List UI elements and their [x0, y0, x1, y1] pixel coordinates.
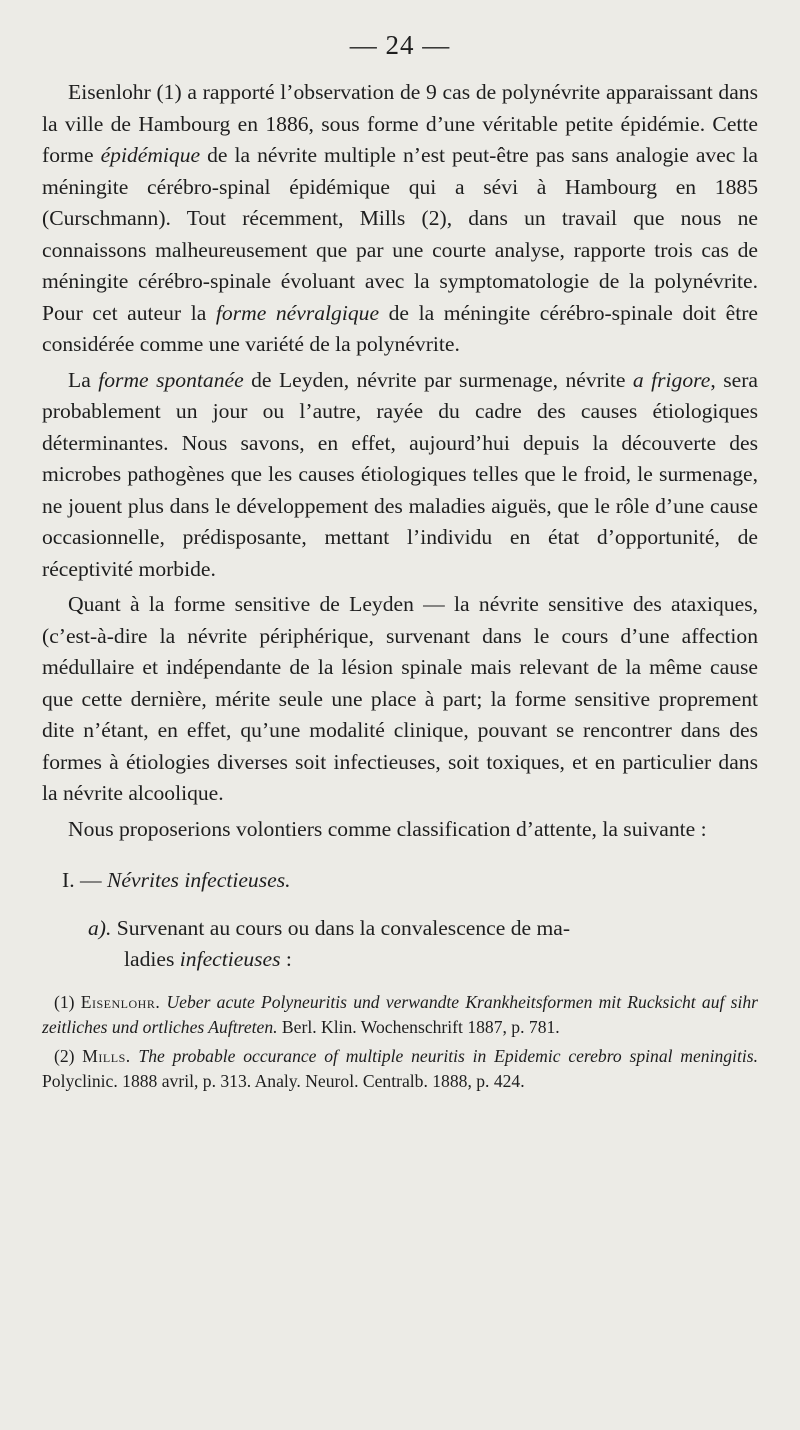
emphasis-text: épidémique [100, 143, 201, 167]
paragraph-text: La [68, 367, 99, 392]
footnote-title: Ueber acute Polyneuritis und verwandte Krankheitsformen mit Rucksicht auf sihr zeitliches und ortliches Auftreten. [42, 991, 759, 1037]
paragraph-text: de la méningite cérébro-spinale doit être considérée comme une variété de la polynévrite. [42, 300, 758, 356]
footnote-reference: Polyclinic. 1888 avril, p. 313. Analy. Neurol. Centralb. 1888, p. 424. [42, 1071, 525, 1091]
footnote-author: Eisenlohr. [80, 991, 161, 1012]
footnote-reference: Berl. Klin. Wochenschrift 1887, p. 781. [277, 1017, 560, 1037]
paragraph-text: de la névrite multiple n’est peut-être pas sans analogie avec la méningite cérébro-spinal épidémique qui a sévi à Hambourg en 1885 (Curschmann). Tout récemment, Mills (2), dans un travail que nous ne connaissons malheureusement que par une courte analyse, rapporte trois cas de méningite cérébro-spinale évoluant avec la symptomatologie de la polynévrite. Pour cet auteur la [42, 143, 758, 325]
page-number: — 24 — [349, 30, 451, 60]
footnotes [42, 990, 758, 1095]
paragraph-classification: Nous proposerions volontiers comme classification d’attente, la suivante : [68, 816, 707, 841]
footnote-number: (1) [54, 991, 75, 1012]
footnote-author: Mills. [82, 1045, 131, 1066]
section-heading [62, 865, 758, 897]
paragraph-text: de Leyden, névrite par surmenage, névrite [243, 367, 633, 392]
section-title: Névrites infectieuses. [107, 868, 291, 892]
paragraph-text: Eisenlohr (1) a rapporté l’observation de 9 cas de polynévrite apparaissant dans la ville de Hambourg en 1886, sous forme d’une véritable petite épidémie. Cette forme [42, 80, 758, 167]
paragraph-eisenlohr [42, 77, 758, 361]
footnote-2 [42, 1044, 758, 1095]
footnote-number: (2) [54, 1045, 75, 1066]
paragraph-forme-spontanee [42, 365, 758, 586]
emphasis-text: a frigore [632, 367, 711, 392]
emphasis-text: forme spontanée [98, 367, 244, 392]
paragraph-text: , sera probablement un jour ou l’autre, rayée du cadre des causes étiologiques déterminantes. Nous savons, en effet, aujourd’hui depuis la découverte des microbes pathogènes que les causes étiologiques telles que le froid, le surmenage, ne jouent plus dans le développement des maladies aiguës, que le rôle d’une cause occasionnelle, prédisposante, mettant l’individu en état d’opportunité, de réceptivité morbide. [42, 367, 758, 581]
list-item-continuation: ladies infectieuses : [124, 947, 292, 971]
list-marker: a). [88, 915, 112, 940]
paragraph-forme-sensitive: Quant à la forme sensitive de Leyden — la névrite sensitive des ataxiques, (c’est-à-dire la névrite périphérique, survenant dans le cours d’une affection médullaire et indépendante de la lésion spinale mais relevant de la même cause que cette dernière, mérite seule une place à part; la forme sensitive proprement dite n’étant, en effet, qu’une modalité clinique, pouvant se rencontrer dans des formes à étiologies diverses soit infectieuses, soit toxiques, et en particulier dans la névrite alcoolique. [42, 592, 758, 805]
section-numeral: I. — [62, 868, 102, 892]
emphasis-text: forme névralgique [215, 300, 380, 325]
body-text [42, 77, 758, 845]
footnote-title: The probable occurance of multiple neuritis in Epidemic cerebro spinal meningitis. [138, 1045, 758, 1066]
footnote-1 [42, 990, 758, 1041]
list-item-a [88, 913, 758, 976]
list-item-text: Survenant au cours ou dans la convalescence de ma- [116, 915, 571, 940]
